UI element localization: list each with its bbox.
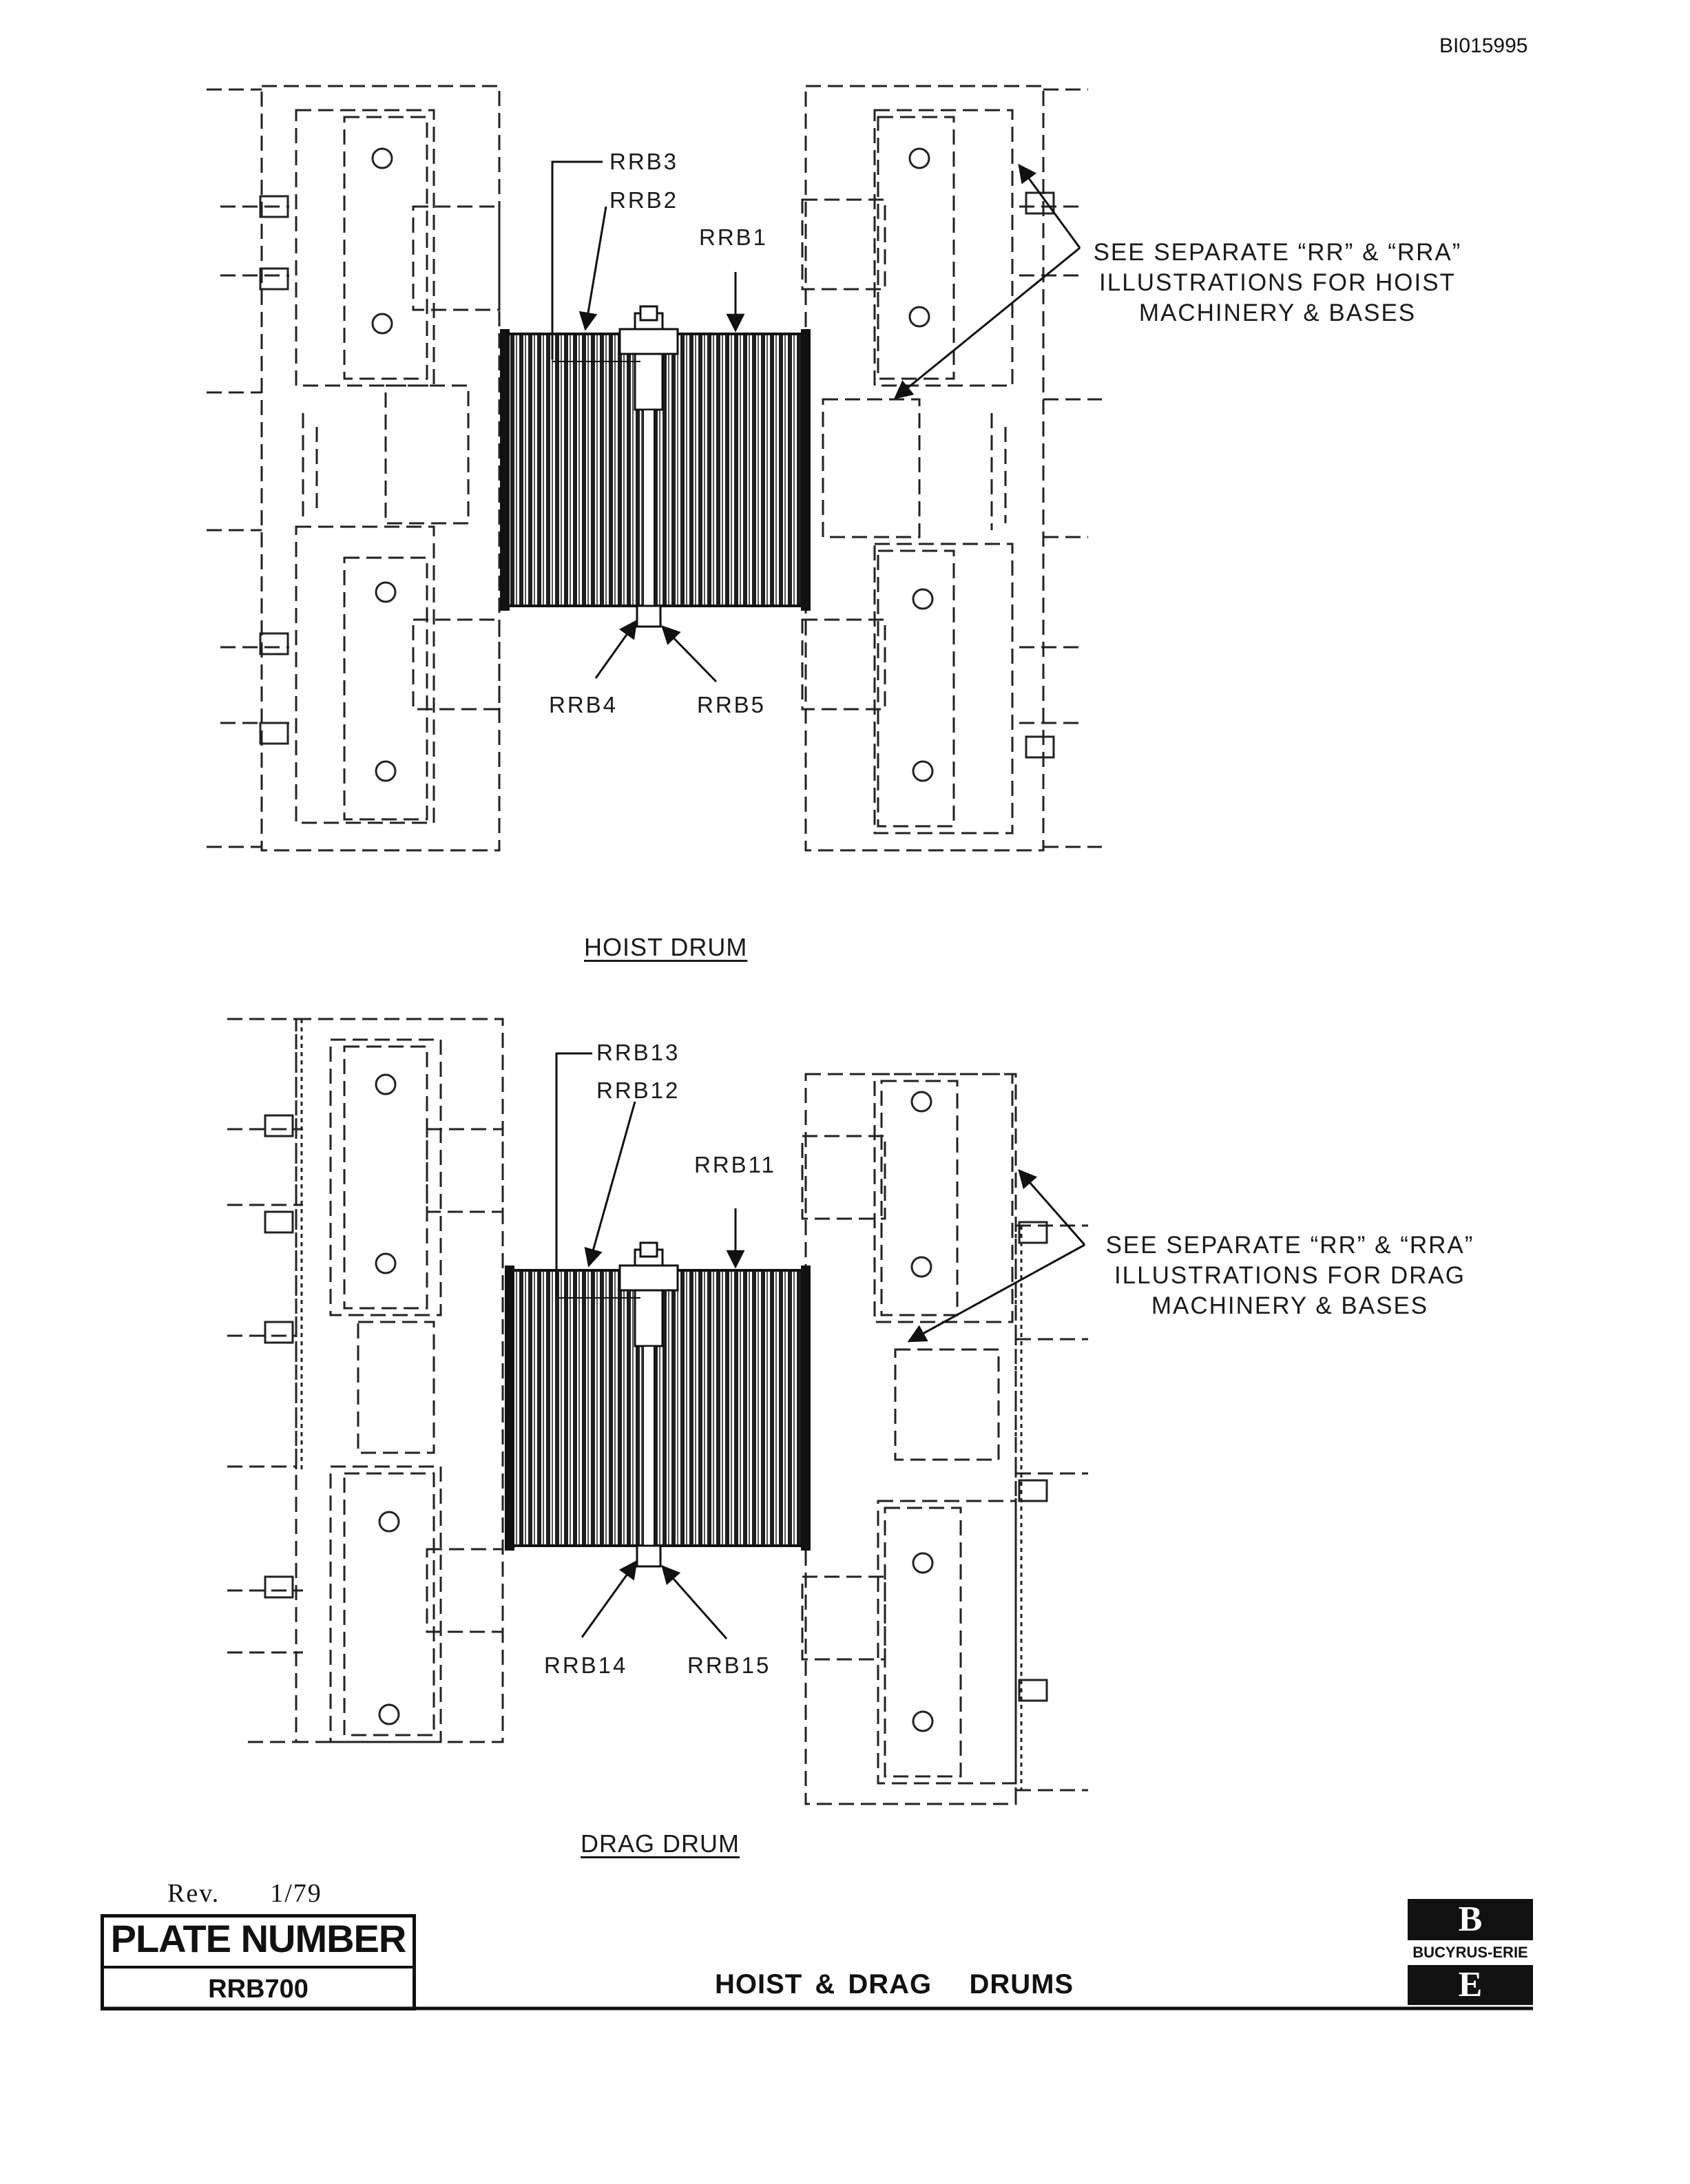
label-rrb11: RRB11 — [694, 1152, 776, 1177]
label-rrb1: RRB1 — [699, 224, 769, 250]
drag-drum-assembly — [227, 1019, 1088, 1804]
label-rrb13: RRB13 — [596, 1040, 680, 1065]
hoist-drum-caption: HOIST DRUM — [584, 933, 748, 961]
plate-number-box — [101, 1914, 416, 2010]
drag-note-line: ILLUSTRATIONS FOR DRAG — [1114, 1262, 1466, 1289]
hoist-note-line: ILLUSTRATIONS FOR HOIST — [1099, 269, 1456, 296]
label-rrb2: RRB2 — [609, 187, 679, 213]
logo-top-block: B — [1408, 1899, 1533, 1940]
logo-brand-name: BUCYRUS-ERIE — [1412, 1944, 1528, 1961]
label-rrb15: RRB15 — [687, 1652, 771, 1678]
hoist-right-machinery — [802, 86, 1102, 850]
bucyrus-erie-logo — [1408, 1899, 1533, 2009]
label-rrb3: RRB3 — [609, 149, 679, 174]
hoist-note-line: MACHINERY & BASES — [1138, 300, 1417, 326]
drag-reference-note — [1087, 1230, 1493, 1321]
hoist-note-line: SEE SEPARATE “RR” & “RRA” — [1093, 239, 1462, 266]
revision — [167, 1878, 322, 1909]
label-rrb12: RRB12 — [596, 1078, 680, 1103]
plate-number-value: RRB700 — [104, 1966, 413, 2011]
revision-date: 1/79 — [270, 1879, 322, 1908]
plate-number-label: PLATE NUMBER — [110, 1917, 406, 1960]
plate-title: HOIST & DRAG DRUMS — [715, 1969, 1074, 1999]
drag-note-line: MACHINERY & BASES — [1151, 1292, 1429, 1319]
drag-note-line: SEE SEPARATE “RR” & “RRA” — [1105, 1232, 1474, 1259]
revision-label: Rev. — [167, 1879, 220, 1908]
drag-right-machinery — [802, 1074, 1088, 1804]
label-rrb5: RRB5 — [697, 692, 766, 717]
label-rrb4: RRB4 — [549, 692, 618, 717]
label-rrb14: RRB14 — [544, 1652, 628, 1678]
hoist-left-machinery — [207, 86, 499, 850]
document-id: BI015995 — [1439, 34, 1528, 57]
drag-drum-caption: DRAG DRUM — [581, 1829, 740, 1858]
hoist-reference-note — [1074, 238, 1481, 328]
logo-bottom-block: E — [1408, 1965, 1533, 2005]
drag-left-machinery — [227, 1019, 503, 1742]
